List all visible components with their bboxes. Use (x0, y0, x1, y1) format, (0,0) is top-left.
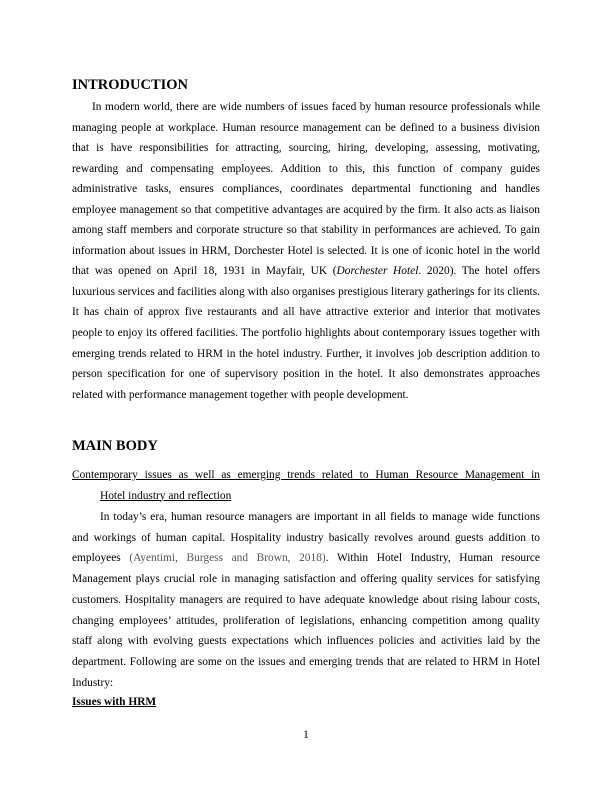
main-body-text-continued: . Within Hotel Industry, Human resource Management plays crucial role in managing satisfaction and offering quality services for satisfying customers. Hospitality managers are required to have adequate knowledge about rising labour costs, changing employees’ attitudes, proliferation of legislations, enhancing competition among quality staff along with evolving guests expectations which influences policies and activities laid by the department. Following are some on the issues and emerging trends that are related to HRM in Hotel Industry: (72, 552, 540, 689)
introduction-text-continued: . 2020). The hotel offers luxurious services and facilities along with also organises prestigious literary gatherings for its clients. It has chain of approx five restaurants and all have attractive exterior and interior that motivates people to enjoy its offered facilities. The portfolio highlights about contemporary issues together with emerging trends related to HRM in the hotel industry. Further, it involves job description addition to person specification for one of supervisory position in the hotel. It also demonstrates approaches related with performance management together with people development. (72, 265, 541, 401)
section-subheading (72, 465, 540, 506)
introduction-heading: INTRODUCTION (72, 77, 189, 93)
page-number: 1 (303, 729, 309, 741)
main-body-paragraph (72, 507, 540, 693)
citation-ayentimi: (Ayentimi, Burgess and Brown, 2018) (129, 552, 326, 565)
issues-with-hrm-heading: Issues with HRM (72, 696, 157, 708)
introduction-text: In modern world, there are wide numbers of issues faced by human resource professionals while managing people at workplace. Human resource management can be defined to a business division that is have responsibilities for attracting, sourcing, hiring, developing, assessing, motivating, rewarding and compensating employees. Addition to this, this function of company guides administrative tasks, ensures compliances, coordinates departmental functioning and handles employee management so that competitive advantages are acquired by the firm. It also acts as liaison among staff members and corporate structure so that stability in performances are achieved. To gain information about issues in HRM, Dorchester Hotel is selected. It is one of iconic hotel in the world that was opened on April 18, 1931 in Mayfair, UK ( (72, 101, 540, 278)
citation-dorchester-hotel: Dorchester Hotel (336, 265, 419, 278)
introduction-paragraph (72, 97, 540, 405)
main-body-text: In today’s era, human resource managers are important in all fields to manage wide functions and workings of human capital. Hospitality industry basically revolves around guests addition to employees (72, 511, 540, 565)
subheading-line-2: Hotel industry and reflection (100, 489, 232, 502)
main-body-heading: MAIN BODY (72, 438, 158, 454)
subheading-line-1: Contemporary issues as well as emerging trends related to Human Resource Management in (72, 469, 540, 481)
